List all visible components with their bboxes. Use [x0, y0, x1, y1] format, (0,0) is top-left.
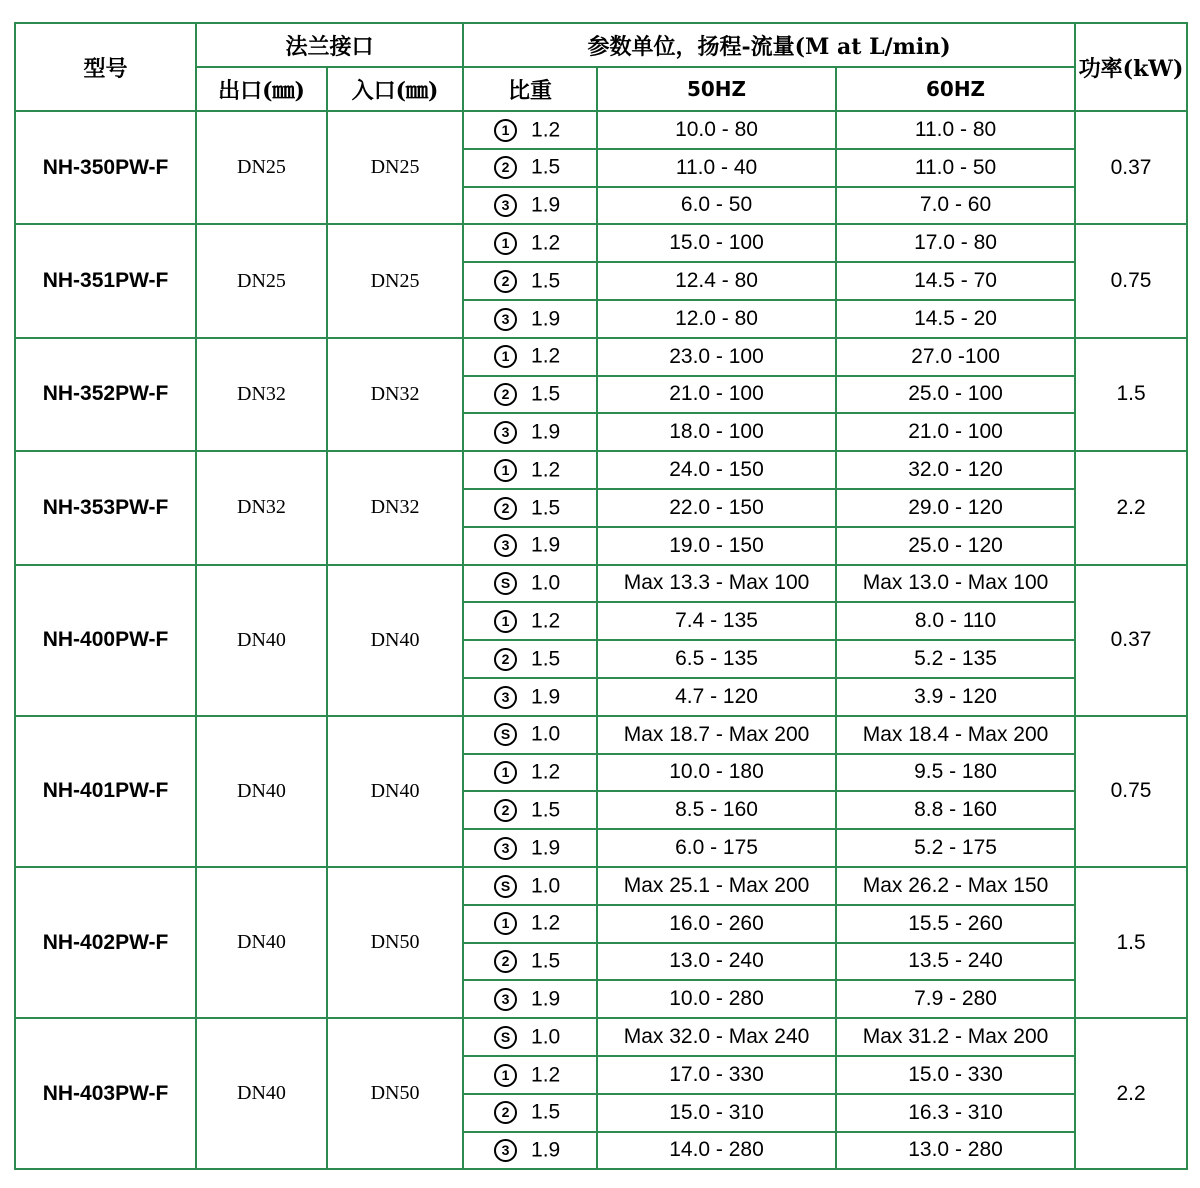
model-name: NH-403PW-F [15, 1018, 196, 1169]
specific-gravity-value: 1.2 [531, 118, 561, 142]
head-flow-50hz: 6.5 - 135 [597, 640, 836, 678]
table-row [15, 451, 1187, 489]
circled-number-icon: 3 [494, 308, 517, 331]
specific-gravity-cell [463, 111, 597, 149]
power-kw: 0.37 [1075, 565, 1187, 716]
header-50hz: 50HZ [597, 67, 836, 111]
head-flow-60hz: 16.3 - 310 [836, 1094, 1075, 1132]
head-flow-60hz: 8.8 - 160 [836, 791, 1075, 829]
header-outlet: 出口(㎜) [196, 67, 327, 111]
header-60hz: 60HZ [836, 67, 1075, 111]
specific-gravity-value: 1.2 [531, 760, 561, 784]
head-flow-60hz: 15.0 - 330 [836, 1056, 1075, 1094]
header-flange: 法兰接口 [196, 23, 463, 67]
circled-number-icon: 3 [494, 988, 517, 1011]
header-inlet: 入口(㎜) [327, 67, 463, 111]
power-kw: 1.5 [1075, 867, 1187, 1018]
head-flow-50hz: 15.0 - 310 [597, 1094, 836, 1132]
inlet-size: DN40 [327, 565, 463, 716]
circled-number-icon: S [494, 723, 517, 746]
head-flow-50hz: Max 25.1 - Max 200 [597, 867, 836, 905]
specific-gravity-cell [463, 791, 597, 829]
specific-gravity-value: 1.5 [531, 155, 561, 179]
head-flow-60hz: 27.0 -100 [836, 338, 1075, 376]
head-flow-50hz: Max 32.0 - Max 240 [597, 1018, 836, 1056]
circled-number-icon: 1 [494, 459, 517, 482]
inlet-size: DN32 [327, 338, 463, 451]
circled-number-icon: 3 [494, 837, 517, 860]
head-flow-50hz: 6.0 - 50 [597, 187, 836, 225]
outlet-size: DN25 [196, 224, 327, 337]
specific-gravity-value: 1.5 [531, 949, 561, 973]
specific-gravity-value: 1.0 [531, 722, 561, 746]
specific-gravity-value: 1.9 [531, 1138, 561, 1162]
table-row [15, 338, 1187, 376]
model-name: NH-401PW-F [15, 716, 196, 867]
head-flow-60hz: 3.9 - 120 [836, 678, 1075, 716]
outlet-size: DN25 [196, 111, 327, 224]
head-flow-60hz: 14.5 - 70 [836, 262, 1075, 300]
specific-gravity-cell [463, 602, 597, 640]
head-flow-50hz: Max 18.7 - Max 200 [597, 716, 836, 754]
circled-number-icon: S [494, 1026, 517, 1049]
specific-gravity-value: 1.9 [531, 685, 561, 709]
head-flow-60hz: 5.2 - 175 [836, 829, 1075, 867]
table-row [15, 716, 1187, 754]
circled-number-icon: S [494, 572, 517, 595]
head-flow-50hz: 12.0 - 80 [597, 300, 836, 338]
head-flow-60hz: 5.2 - 135 [836, 640, 1075, 678]
specific-gravity-cell [463, 1056, 597, 1094]
specific-gravity-value: 1.5 [531, 1100, 561, 1124]
specific-gravity-value: 1.9 [531, 307, 561, 331]
head-flow-50hz: 15.0 - 100 [597, 224, 836, 262]
specific-gravity-value: 1.5 [531, 269, 561, 293]
specific-gravity-value: 1.2 [531, 609, 561, 633]
model-name: NH-350PW-F [15, 111, 196, 224]
specific-gravity-cell [463, 905, 597, 943]
outlet-size: DN40 [196, 565, 327, 716]
circled-number-icon: 2 [494, 497, 517, 520]
head-flow-50hz: 7.4 - 135 [597, 602, 836, 640]
head-flow-50hz: Max 13.3 - Max 100 [597, 565, 836, 603]
pump-spec-table [14, 22, 1188, 1170]
head-flow-50hz: 21.0 - 100 [597, 376, 836, 414]
outlet-size: DN40 [196, 867, 327, 1018]
head-flow-50hz: 10.0 - 280 [597, 980, 836, 1018]
model-name: NH-351PW-F [15, 224, 196, 337]
specific-gravity-value: 1.9 [531, 533, 561, 557]
head-flow-60hz: Max 18.4 - Max 200 [836, 716, 1075, 754]
head-flow-60hz: 21.0 - 100 [836, 413, 1075, 451]
circled-number-icon: 3 [494, 534, 517, 557]
power-kw: 2.2 [1075, 1018, 1187, 1169]
circled-number-icon: 1 [494, 912, 517, 935]
circled-number-icon: 2 [494, 799, 517, 822]
circled-number-icon: 1 [494, 761, 517, 784]
head-flow-50hz: 14.0 - 280 [597, 1132, 836, 1170]
head-flow-60hz: 29.0 - 120 [836, 489, 1075, 527]
model-name: NH-353PW-F [15, 451, 196, 564]
inlet-size: DN32 [327, 451, 463, 564]
header-specific-gravity: 比重 [463, 67, 597, 111]
specific-gravity-cell [463, 527, 597, 565]
circled-number-icon: 1 [494, 610, 517, 633]
specific-gravity-value: 1.9 [531, 193, 561, 217]
head-flow-60hz: Max 13.0 - Max 100 [836, 565, 1075, 603]
model-name: NH-400PW-F [15, 565, 196, 716]
specific-gravity-cell [463, 1018, 597, 1056]
circled-number-icon: 2 [494, 1101, 517, 1124]
circled-number-icon: 1 [494, 119, 517, 142]
head-flow-50hz: 24.0 - 150 [597, 451, 836, 489]
table-body [15, 111, 1187, 1169]
specific-gravity-value: 1.2 [531, 1063, 561, 1087]
specific-gravity-cell [463, 943, 597, 981]
specific-gravity-cell [463, 980, 597, 1018]
inlet-size: DN50 [327, 1018, 463, 1169]
model-name: NH-352PW-F [15, 338, 196, 451]
specific-gravity-cell [463, 489, 597, 527]
specific-gravity-value: 1.9 [531, 836, 561, 860]
head-flow-60hz: 14.5 - 20 [836, 300, 1075, 338]
specific-gravity-cell [463, 867, 597, 905]
specific-gravity-value: 1.5 [531, 382, 561, 406]
specific-gravity-cell [463, 565, 597, 603]
circled-number-icon: 1 [494, 345, 517, 368]
specific-gravity-value: 1.2 [531, 231, 561, 255]
outlet-size: DN32 [196, 338, 327, 451]
head-flow-60hz: 13.0 - 280 [836, 1132, 1075, 1170]
circled-number-icon: 3 [494, 421, 517, 444]
header-model: 型号 [15, 23, 196, 111]
inlet-size: DN40 [327, 716, 463, 867]
table-row [15, 111, 1187, 149]
circled-number-icon: 1 [494, 1064, 517, 1087]
head-flow-50hz: 10.0 - 180 [597, 754, 836, 792]
specific-gravity-value: 1.0 [531, 874, 561, 898]
specific-gravity-value: 1.2 [531, 458, 561, 482]
specific-gravity-cell [463, 300, 597, 338]
table-row [15, 224, 1187, 262]
header-power: 功率(kW) [1075, 23, 1187, 111]
outlet-size: DN40 [196, 1018, 327, 1169]
specific-gravity-value: 1.5 [531, 798, 561, 822]
circled-number-icon: 3 [494, 686, 517, 709]
specific-gravity-cell [463, 1094, 597, 1132]
power-kw: 2.2 [1075, 451, 1187, 564]
circled-number-icon: 2 [494, 950, 517, 973]
head-flow-50hz: 13.0 - 240 [597, 943, 836, 981]
head-flow-50hz: 22.0 - 150 [597, 489, 836, 527]
inlet-size: DN25 [327, 224, 463, 337]
head-flow-60hz: 13.5 - 240 [836, 943, 1075, 981]
specific-gravity-cell [463, 376, 597, 414]
head-flow-60hz: 15.5 - 260 [836, 905, 1075, 943]
power-kw: 0.37 [1075, 111, 1187, 224]
specific-gravity-value: 1.2 [531, 911, 561, 935]
specific-gravity-value: 1.9 [531, 987, 561, 1011]
specific-gravity-cell [463, 678, 597, 716]
head-flow-60hz: 32.0 - 120 [836, 451, 1075, 489]
specific-gravity-value: 1.2 [531, 344, 561, 368]
head-flow-60hz: 25.0 - 120 [836, 527, 1075, 565]
circled-number-icon: 2 [494, 648, 517, 671]
specific-gravity-cell [463, 640, 597, 678]
specific-gravity-cell [463, 262, 597, 300]
outlet-size: DN40 [196, 716, 327, 867]
circled-number-icon: 2 [494, 156, 517, 179]
head-flow-60hz: 9.5 - 180 [836, 754, 1075, 792]
head-flow-50hz: 6.0 - 175 [597, 829, 836, 867]
table-row [15, 867, 1187, 905]
specific-gravity-cell [463, 451, 597, 489]
head-flow-50hz: 19.0 - 150 [597, 527, 836, 565]
head-flow-60hz: 25.0 - 100 [836, 376, 1075, 414]
inlet-size: DN50 [327, 867, 463, 1018]
head-flow-60hz: 17.0 - 80 [836, 224, 1075, 262]
specific-gravity-cell [463, 413, 597, 451]
specific-gravity-cell [463, 187, 597, 225]
head-flow-60hz: 11.0 - 50 [836, 149, 1075, 187]
specific-gravity-cell [463, 829, 597, 867]
head-flow-60hz: Max 26.2 - Max 150 [836, 867, 1075, 905]
power-kw: 0.75 [1075, 716, 1187, 867]
specific-gravity-cell [463, 716, 597, 754]
outlet-size: DN32 [196, 451, 327, 564]
specific-gravity-value: 1.5 [531, 647, 561, 671]
specific-gravity-cell [463, 338, 597, 376]
power-kw: 1.5 [1075, 338, 1187, 451]
head-flow-50hz: 4.7 - 120 [597, 678, 836, 716]
head-flow-50hz: 10.0 - 80 [597, 111, 836, 149]
specific-gravity-cell [463, 754, 597, 792]
model-name: NH-402PW-F [15, 867, 196, 1018]
circled-number-icon: 2 [494, 270, 517, 293]
circled-number-icon: 3 [494, 1139, 517, 1162]
head-flow-60hz: 7.9 - 280 [836, 980, 1075, 1018]
head-flow-50hz: 11.0 - 40 [597, 149, 836, 187]
table-row [15, 1018, 1187, 1056]
specific-gravity-cell [463, 149, 597, 187]
specific-gravity-value: 1.0 [531, 1025, 561, 1049]
specific-gravity-cell [463, 1132, 597, 1170]
header-params: 参数单位，扬程-流量(M at L/min) [463, 23, 1075, 67]
head-flow-50hz: 23.0 - 100 [597, 338, 836, 376]
circled-number-icon: 1 [494, 232, 517, 255]
head-flow-50hz: 12.4 - 80 [597, 262, 836, 300]
head-flow-50hz: 16.0 - 260 [597, 905, 836, 943]
head-flow-60hz: 8.0 - 110 [836, 602, 1075, 640]
power-kw: 0.75 [1075, 224, 1187, 337]
specific-gravity-value: 1.5 [531, 496, 561, 520]
head-flow-60hz: 11.0 - 80 [836, 111, 1075, 149]
head-flow-50hz: 18.0 - 100 [597, 413, 836, 451]
specific-gravity-value: 1.9 [531, 420, 561, 444]
circled-number-icon: S [494, 875, 517, 898]
head-flow-60hz: 7.0 - 60 [836, 187, 1075, 225]
head-flow-60hz: Max 31.2 - Max 200 [836, 1018, 1075, 1056]
circled-number-icon: 3 [494, 194, 517, 217]
specific-gravity-value: 1.0 [531, 571, 561, 595]
circled-number-icon: 2 [494, 383, 517, 406]
specific-gravity-cell [463, 224, 597, 262]
table-header [15, 23, 1187, 111]
head-flow-50hz: 17.0 - 330 [597, 1056, 836, 1094]
head-flow-50hz: 8.5 - 160 [597, 791, 836, 829]
inlet-size: DN25 [327, 111, 463, 224]
table-row [15, 565, 1187, 603]
